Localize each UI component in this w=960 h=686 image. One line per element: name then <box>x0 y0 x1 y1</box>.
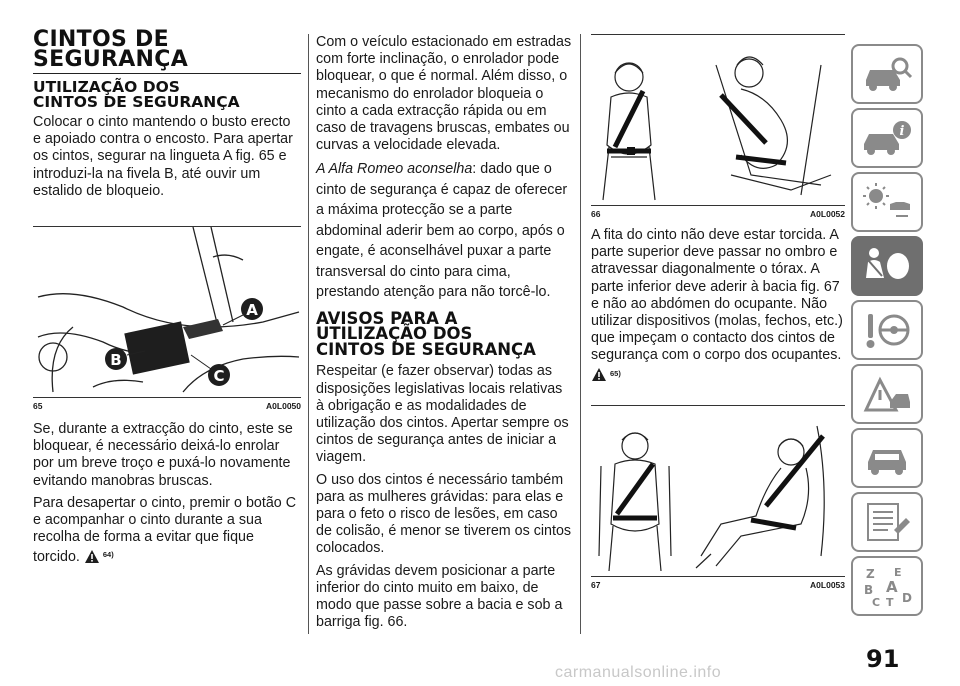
watermark: carmanualsonline.info <box>555 664 722 681</box>
figure-67 <box>591 405 845 577</box>
col3-paragraph-1 <box>591 227 845 385</box>
tab-starting-driving[interactable] <box>851 300 923 360</box>
section-title-line1: CINTOS DE <box>33 27 169 52</box>
col2-paragraph-2-italic: A Alfa Romeo aconselha <box>316 161 473 178</box>
use-paragraph-1: Colocar o cinto mantendo o busto erecto e apoiado contra o encosto. Para apertar os cintos, segurar na lingueta A fig. 65 e introduzi-la na fivela B, até ouvir um estalido de bloqueio. <box>33 114 293 199</box>
warning-ref-65[interactable] <box>591 365 621 382</box>
fig65-number: 65 <box>33 401 43 412</box>
warning-lights-icon <box>860 180 914 224</box>
fig67-number: 67 <box>591 580 601 591</box>
buckle-illustration <box>33 227 301 397</box>
index-letter-d: D <box>902 591 912 605</box>
warnings-heading-line3: CINTOS DE SEGURANÇA <box>316 339 536 359</box>
use-paragraph-3-text: Para desapertar o cinto, premir o botão C e acompanhar o cinto durante a sua recolha de forma a evitar que fique torcido. <box>33 494 297 566</box>
index-letter-t: T <box>886 596 894 608</box>
warnings-heading <box>316 308 572 359</box>
col2-paragraph-2-rest: : dado que o cinto de segurança é capaz de oferecer a máxima protecção se a parte abdominal aderir bem ao corpo, após o engate, é aconselhável puxar a parte transversal do cinto para cima, prestando atenção para não torcê-lo. <box>316 161 568 301</box>
correct-seatbelt-illustration <box>591 406 845 576</box>
warning-triangle-icon <box>591 367 607 382</box>
car-service-icon <box>860 436 914 480</box>
warning-ref-64[interactable] <box>84 546 114 563</box>
figure-66 <box>591 34 845 206</box>
use-paragraph-2: Se, durante a extracção do cinto, este se bloquear, é necessário deixá-lo enrolar por um breve troço e puxá-lo novamente evitando manobras bruscas. <box>33 421 293 489</box>
index-letter-a: A <box>886 578 898 596</box>
use-paragraph-3 <box>33 495 301 567</box>
pregnant-seatbelt-illustration <box>591 35 845 205</box>
col2-paragraph-1: Com o veículo estacionado em estradas com forte inclinação, o enrolador pode bloquear, o que é normal. Além disso, o mecanismo do enrolador bloqueia o cinto a cada extracção rápida ou em caso de travagens bruscas, embates ou curvas a velocidade elevada. <box>316 34 572 154</box>
tab-safety[interactable] <box>851 236 923 296</box>
chapter-tabs <box>851 44 923 620</box>
index-letter-z: Z <box>866 567 875 581</box>
section-title-line2: SEGURANÇA <box>33 47 189 72</box>
warning-ref-65-label: 65) <box>610 368 621 378</box>
index-letters-icon <box>860 564 914 608</box>
tab-maintenance[interactable] <box>851 428 923 488</box>
fig66-number: 66 <box>591 209 601 219</box>
use-heading-line2: CINTOS DE SEGURANÇA <box>33 93 240 111</box>
fig65-caption <box>33 398 301 411</box>
fig65-label-b: B <box>110 351 122 370</box>
fig65-label-a: A <box>246 301 258 320</box>
tab-car-overview[interactable] <box>851 44 923 104</box>
warnings-paragraph-2: O uso dos cintos é necessário também para as mulheres grávidas: para elas e para o feto o risco de lesões, em caso de colisão, é menor se tiverem os cintos colocados. <box>316 471 572 557</box>
title-divider <box>33 73 301 74</box>
checklist-icon <box>860 500 914 544</box>
fig66-code: A0L0052 <box>810 209 845 219</box>
warnings-paragraph-1: Respeitar (e fazer observar) todas as disposições legislativas locais relativas à obrigação e as modalidades de utilização dos cintos. Apertar sempre os cintos de segurança antes de iniciar a viagem. <box>316 363 569 466</box>
fig67-code: A0L0053 <box>810 580 845 591</box>
tab-warning-lights[interactable] <box>851 172 923 232</box>
col3-paragraph-1-text: A fita do cinto não deve estar torcida. A parte superior deve passar no ombro e atravessar diagonalmente o tórax. A parte inferior deve aderir à bacia fig. 67 e não ao abdómen do ocupante. Não utilizar dispositivos (molas, fechos, etc.) que impeçam o contacto dos cintos de segurança com o corpo dos ocupantes. <box>591 227 843 364</box>
column-2 <box>316 34 572 636</box>
index-letter-e: E <box>894 566 902 579</box>
svg-text:i: i <box>899 124 905 139</box>
use-heading <box>33 80 301 110</box>
column-1 <box>33 27 301 572</box>
tab-car-info[interactable] <box>851 108 923 168</box>
tab-emergency[interactable] <box>851 364 923 424</box>
car-magnifier-icon <box>860 52 914 96</box>
figure-65 <box>33 226 301 398</box>
warnings-heading-line2: UTILIZAÇÃO DOS <box>316 324 473 344</box>
section-title <box>33 27 301 72</box>
index-letter-b: B <box>864 583 874 597</box>
column-divider-1 <box>308 34 309 634</box>
fig65-code: A0L0050 <box>266 401 301 412</box>
fig67-caption <box>591 577 845 590</box>
use-heading-line1: UTILIZAÇÃO DOS <box>33 78 180 96</box>
fig65-label-c: C <box>213 367 225 386</box>
index-letter-c: C <box>872 596 881 608</box>
fig66-caption <box>591 206 845 219</box>
car-info-icon <box>860 116 914 160</box>
tab-technical-data[interactable] <box>851 492 923 552</box>
column-3 <box>591 34 845 598</box>
page-number: 91 <box>866 645 900 673</box>
road-hazard-icon <box>860 372 914 416</box>
col2-paragraph-2 <box>316 159 572 303</box>
steering-wrench-icon <box>860 308 914 352</box>
warnings-paragraph-3: As grávidas devem posicionar a parte inferior do cinto muito em baixo, de modo que passe sobre a bacia e sob a barriga fig. 66. <box>316 562 563 631</box>
warning-ref-64-label: 64) <box>102 550 114 560</box>
warning-triangle-icon <box>84 549 100 564</box>
column-divider-2 <box>580 34 581 634</box>
seatbelt-airbag-icon <box>860 244 914 288</box>
warnings-heading-line1: AVISOS PARA A <box>316 308 458 328</box>
tab-index[interactable] <box>851 556 923 616</box>
